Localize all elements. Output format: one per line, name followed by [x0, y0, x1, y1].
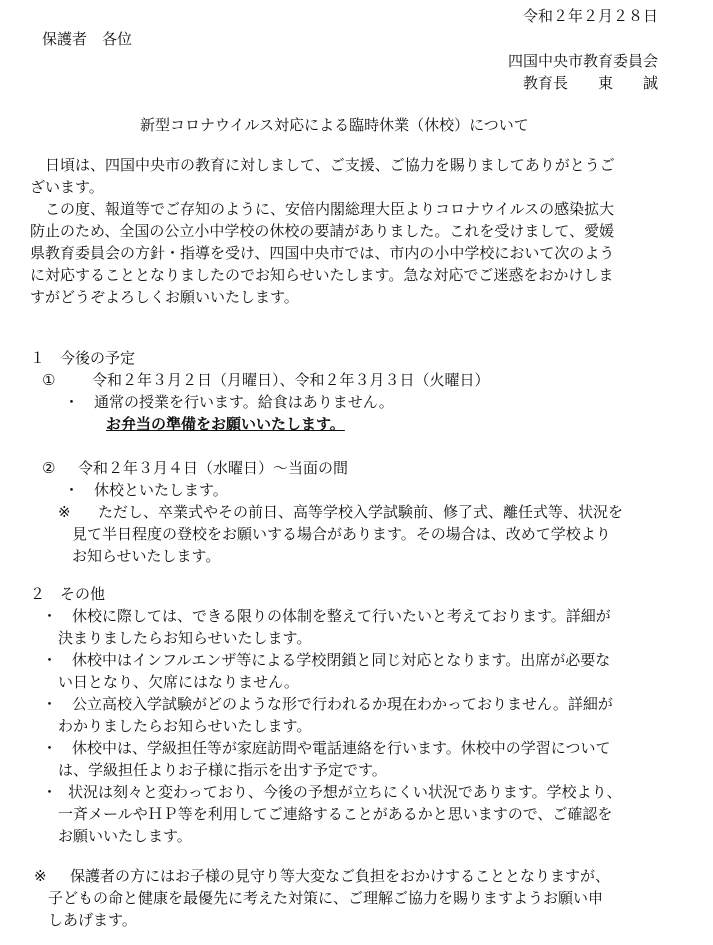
section-heading: ２ その他: [30, 585, 106, 603]
bullet-line: は、学級担任よりお子様に指示を出す予定です。: [58, 761, 387, 779]
note-line: お知らせいたします。: [72, 547, 221, 565]
note-line: ただし、卒業式やその前日、高等学校入学試験前、修了式、離任式等、状況を: [98, 503, 624, 521]
bullet-dot: ・: [42, 739, 58, 757]
bullet-line: 状況は刻々と変わっており、今後の予想が立ちにくい状況であります。学校より、: [68, 783, 622, 801]
item-bullet: ・ 通常の授業を行います。給食はありません。: [64, 393, 394, 411]
intro-line: この度、報道等でご存知のように、安倍内閣総理大臣よりコロナウイルスの感染拡大: [30, 200, 615, 218]
intro-line: 防止のため、全国の公立小中学校の休校の要請がありました。これを受けまして、愛媛: [30, 222, 615, 240]
bullet-line: わかりましたらお知らせいたします。: [58, 717, 312, 735]
bullet-line: い日となり、欠席にはなりません。: [58, 673, 299, 691]
intro-line: に対応することとなりましたのでお知らせいたします。急な対応でご迷惑をおかけしま: [30, 266, 614, 284]
bullet-dot: ・: [42, 651, 58, 669]
item-marker: ②: [42, 459, 56, 477]
note-marker: ※: [58, 503, 71, 521]
addressee: 保護者 各位: [42, 30, 133, 48]
emphasis-note: お弁当の準備をお願いいたします。: [106, 415, 345, 433]
bullet-line: 休校に際しては、できる限りの体制を整えて行いたいと考えております。詳細が: [72, 607, 611, 625]
bullet-dot: ・: [42, 695, 58, 713]
issuing-organization: 四国中央市教育委員会: [507, 52, 658, 70]
section-heading: １ 今後の予定: [30, 349, 136, 367]
item-date: 令和２年３月４日（水曜日）～当面の間: [78, 459, 349, 477]
note-line: 見て半日程度の登校をお願いする場合があります。その場合は、改めて学校より: [72, 525, 611, 543]
closing-marker: ※: [34, 867, 47, 885]
intro-line: すがどうぞよろしくお願いいたします。: [30, 288, 299, 306]
document-title: 新型コロナウイルス対応による臨時休業（休校）について: [140, 116, 529, 134]
closing-line: しあげます。: [48, 911, 137, 929]
sender: 教育長 東 誠: [522, 74, 658, 92]
bullet-line: 公立高校入学試験がどのような形で行われるか現在わかっておりません。詳細が: [72, 695, 613, 713]
bullet-dot: ・: [42, 607, 58, 625]
bullet-line: 決まりましたらお知らせいたします。: [58, 629, 312, 647]
closing-line: 子どもの命と健康を最優先に考えた対策に、ご理解ご協力を賜りますようお願い申: [48, 889, 604, 907]
document-date: 令和２年２月２８日: [522, 7, 658, 25]
item-date: 令和２年３月２日（月曜日）、令和２年３月３日（火曜日）: [92, 371, 490, 389]
bullet-dot: ・: [42, 783, 58, 801]
intro-line: 日頃は、四国中央市の教育に対しまして、ご支援、ご協力を賜りましてありがとうご: [30, 156, 615, 174]
bullet-line: 休校中は、学級担任等が家庭訪問や電話連絡を行います。休校中の学習について: [72, 739, 611, 757]
item-bullet: ・ 休校といたします。: [64, 481, 228, 499]
bullet-line: 休校中はインフルエンザ等による学校閉鎖と同じ対応となります。出席が必要な: [72, 651, 611, 669]
bullet-line: 一斉メールやＨＰ等を利用してご連絡することがあるかと思いますので、ご確認を: [58, 805, 613, 823]
intro-line: ざいます。: [30, 178, 104, 196]
intro-line: 県教育委員会の方針・指導を受け、四国中央市では、市内の小中学校において次のよう: [30, 244, 615, 262]
bullet-line: お願いいたします。: [58, 827, 192, 845]
item-marker: ①: [42, 371, 56, 389]
closing-line: 保護者の方にはお子様の見守り等大変なご負担をおかけすることとなりますが、: [70, 867, 611, 885]
